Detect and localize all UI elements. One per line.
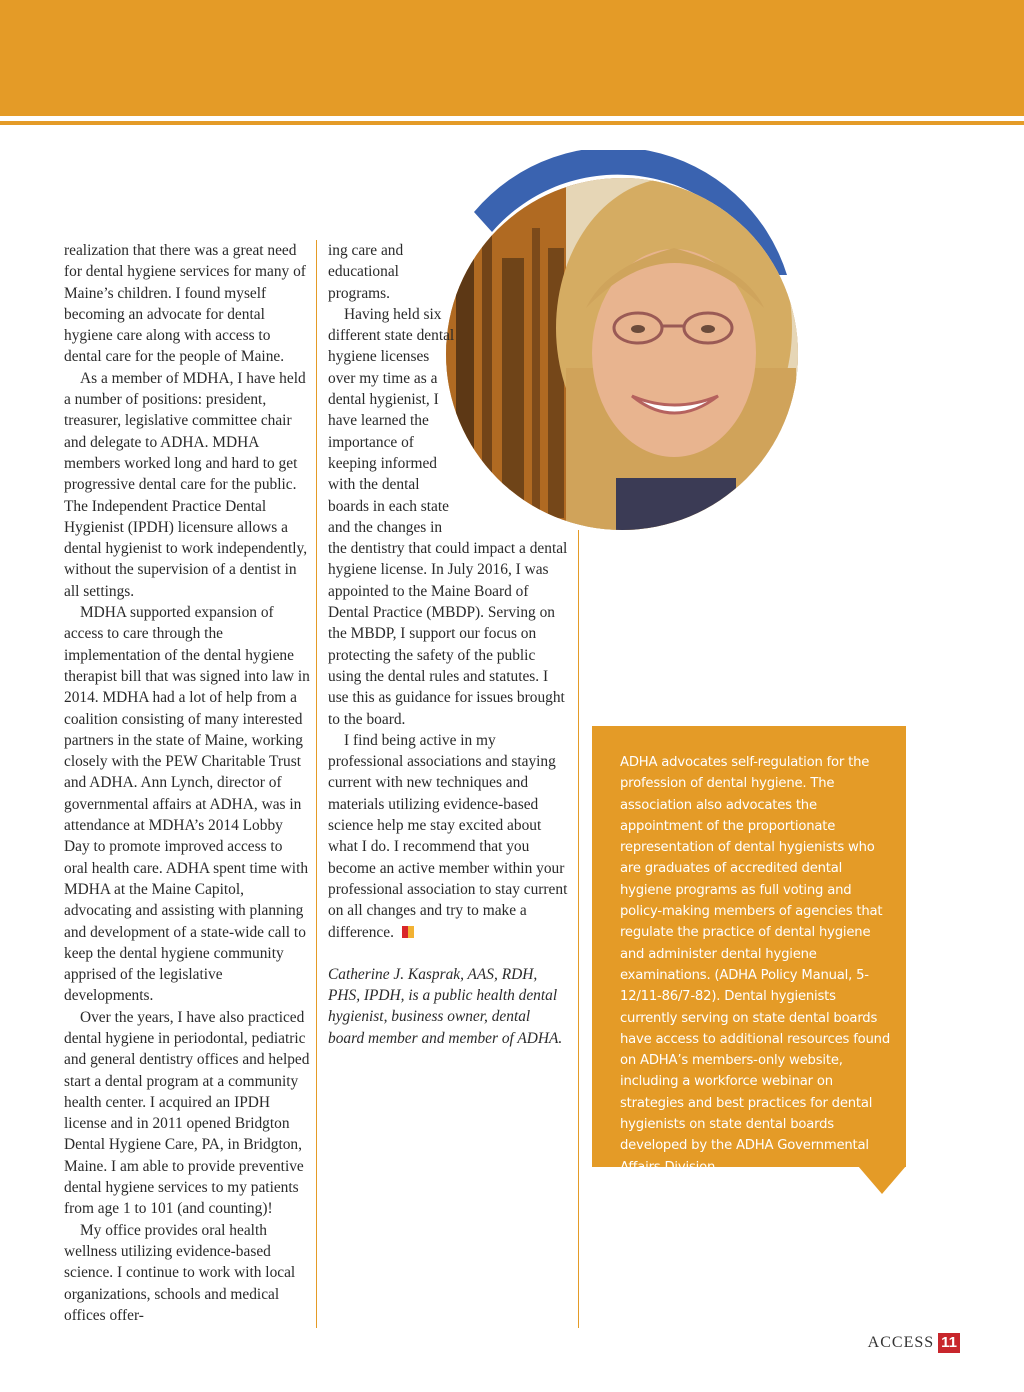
header-band [0,0,1024,116]
article-column-2 [328,240,570,1049]
author-byline: Catherine J. Kasprak, AAS, RDH, PHS, IPDH, is a public health dental hygienist, business owner, dental board member and member of ADHA. [328,965,563,1047]
paragraph: Over the years, I have also practiced dental hygiene in periodontal, pediatric and general dentistry offices and helped start a dental program at a community health center. I acquired an IPDH license and in 2011 opened Bridgton Dental Hygiene Care, PA, in Bridgton, Maine. I am able to provide preventive dental hygiene services to my patients from age 1 to 101 (and counting)! [64,1008,310,1218]
paragraph: As a member of MDHA, I have held a number of positions: president, treasurer, legislative committee chair and delegate to ADHA. MDHA members worked long and hard to get progressive dental care for the public. The Independent Practice Dental Hygienist (IPDH) licensure allows a dental hygienist to work independently, without the supervision of a dentist in all settings. [64,369,308,600]
column-divider [316,240,317,1328]
end-of-article-mark [402,926,414,938]
paragraph: ing care and educational programs. [328,242,404,302]
header-rule [0,121,1024,125]
page-folio [868,1333,960,1353]
column-divider [578,530,579,1328]
publication-name: ACCESS [867,1334,935,1351]
paragraph: My office provides oral health wellness utilizing evidence-based science. I continue to work with local organizations, schools and medical offices offer- [64,1221,296,1324]
paragraph: Having held six different state dental hygiene licenses over my time as a dental hygienist, I have learned the importance of keeping informed with the dental boards in each state and the changes in the dentistry that could impact a dental hygiene license. In July 2016, I was appointed to the Maine Board of Dental Practice (MBDP). Serving on the MBDP, I support our focus on protecting the safety of the public using the dental rules and statutes. I use this as guidance for issues brought to the board. [328,305,568,728]
article-column-1 [64,240,310,1326]
paragraph: realization that there was a great need for dental hygiene services for many of Maine’s children. I found myself becoming an advocate for dental hygiene care along with access to dental care for the people of Maine. [64,242,306,366]
callout-text: ADHA advocates self-regulation for the profession of dental hygiene. The association also advocates the appointment of the proportionate representation of dental hygienists who are graduates of accredited dental hygiene programs as full voting and policy-making members of agencies that regulate the practice of dental hygiene and administer dental hygiene examinations. (ADHA Policy Manual, 5-12/11-86/7-82). Dental hygienists currently serving on state dental boards have access to additional resources found on ADHA’s members-only website, including a workforce webinar on strategies and best practices for dental hygienists on state dental boards developed by the ADHA Governmental Affairs Division. [620,755,890,1175]
page-number: 11 [938,1333,960,1353]
paragraph: MDHA supported expansion of access to care through the implementation of the dental hygiene therapist bill that was signed into law in 2014. MDHA had a lot of help from a coalition consisting of many interested partners in the state of Maine, working closely with the PEW Charitable Trust and ADHA. Ann Lynch, director of governmental affairs at ADHA, was in attendance at MDHA’s 2014 Lobby Day to promote improved access to oral health care. ADHA spent time with MDHA at the Maine Capitol, advocating and assisting with planning and development of a state-wide call to keep the dental hygiene community apprised of the legislative developments. [64,604,310,1005]
paragraph: I find being active in my professional associations and staying current with new techniques and materials utilizing evidence-based science help me stay excited about what I do. I recommend that you become an active member within your professional association to stay current on all changes and try to make a difference. [328,731,568,941]
